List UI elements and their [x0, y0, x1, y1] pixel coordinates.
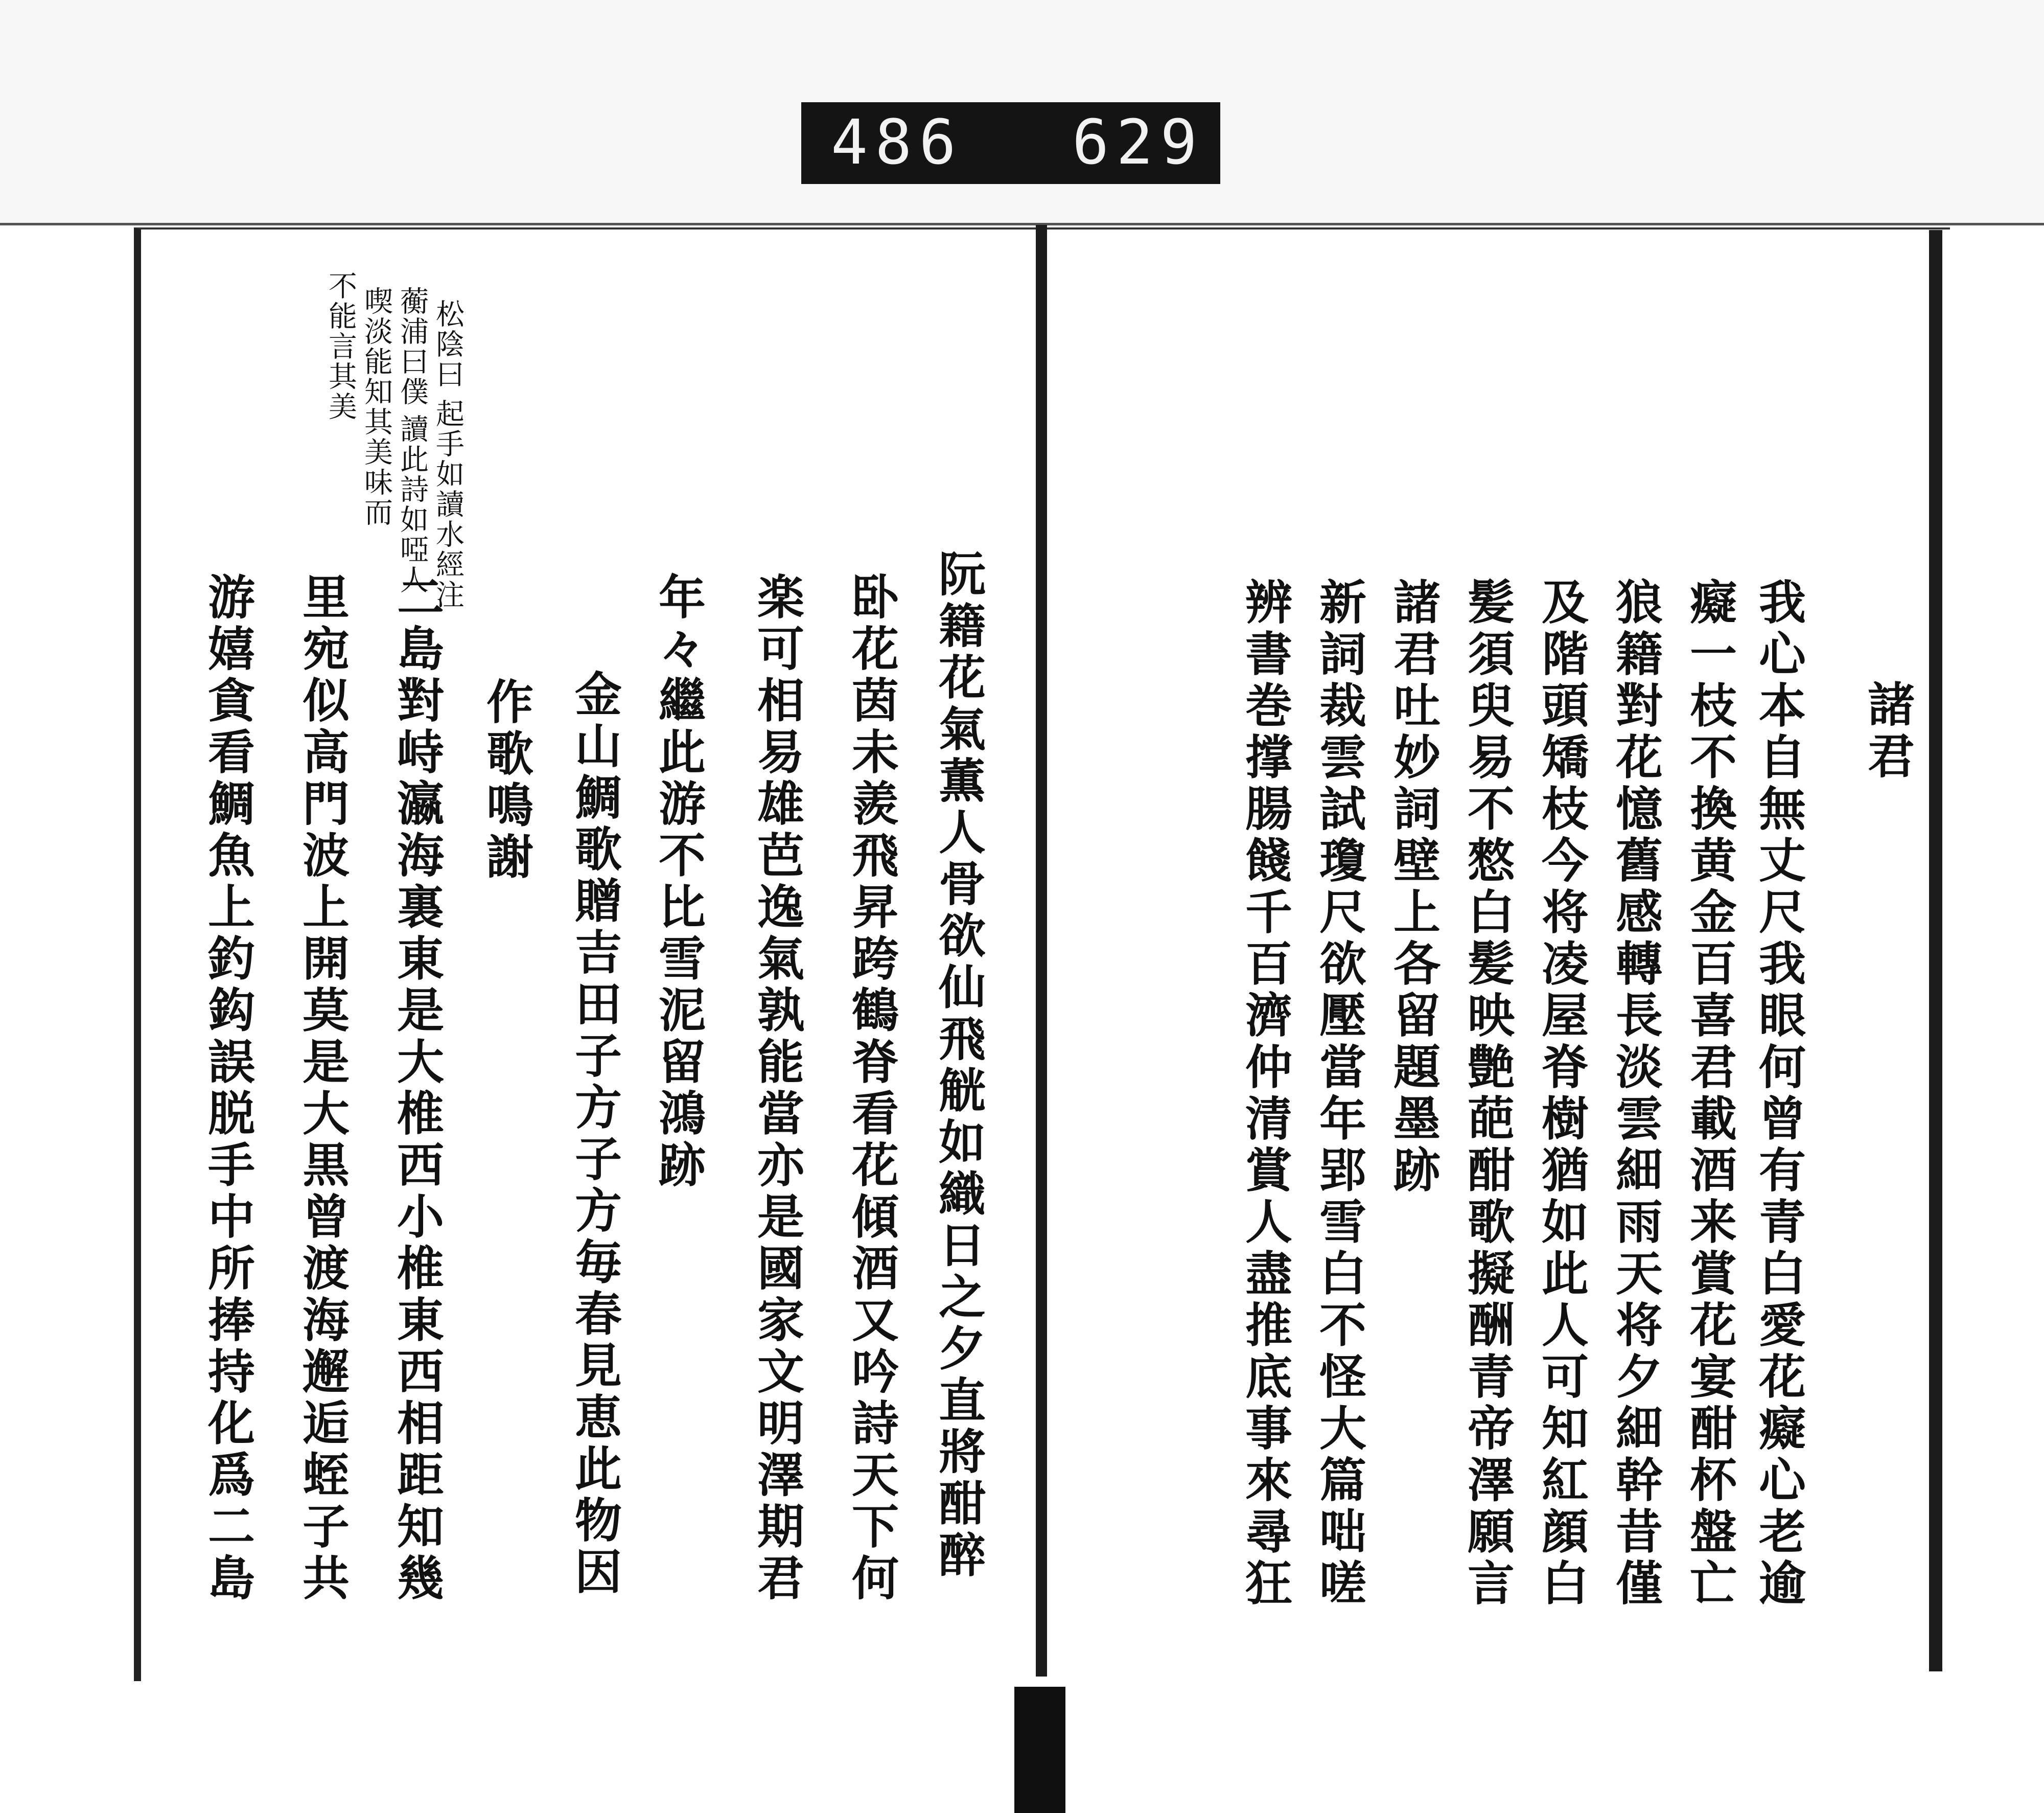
right-col-3: 癡一枝不換黄金百喜君載酒来賞花宴酣杯盤亡: [1682, 578, 1737, 1610]
top-rule: [0, 223, 2044, 225]
right-col-8: 新詞裁雲試瓊尺欲壓當年郢雪白不怪大篇咄嗟: [1312, 578, 1367, 1610]
frame-counter: [801, 102, 1220, 184]
spine-shadow: [1014, 1687, 1065, 1813]
left-col-4: 年々繼此游不比雪泥留鴻跡: [651, 572, 706, 1192]
right-col-2: 我心本自無丈尺我眼何曾有青白愛花癡心老逾: [1751, 578, 1806, 1610]
left-col-5: 金山鯛歌贈吉田子方子方毎春見恵此物因: [567, 670, 622, 1599]
annotation-col-4: 不能言其美: [324, 271, 357, 422]
right-col-6: 髪須臾易不憗白髪映艶葩酣歌擬酬青帝澤願言: [1460, 578, 1515, 1610]
left-col-6: 作歌鳴謝: [479, 677, 534, 884]
right-page-edge: [1929, 230, 1942, 1671]
left-col-2: 卧花茵未羨飛昇跨鶴脊看花傾酒又吟詩天下何: [844, 572, 899, 1605]
left-col-7: 二島對峙瀛海裏東是大椎西小椎東西相距知幾: [389, 572, 445, 1605]
right-col-7: 諸君吐妙詞壁上各留題墨跡: [1386, 578, 1441, 1197]
left-col-3: 楽可相易雄芭逸氣孰能當亦是國家文明澤期君: [750, 572, 805, 1605]
annotation-col-2b: 讀此詩如啞人: [396, 414, 429, 595]
right-col-4: 狼籍對花憶舊感轉長淡雲細雨天将夕細幹昔僅: [1608, 578, 1663, 1610]
right-col-9: 辨書巻撑腸餞千百濟仲清賞人盡推底事來尋狂: [1238, 578, 1293, 1610]
right-col-5: 及階頭矯枝今将凌屋脊樹猶如此人可知紅顔白: [1534, 578, 1589, 1610]
annotation-col-1b: 起手如讀水經注: [431, 399, 464, 610]
left-col-9: 游嬉貪看鯛魚上釣鈎誤脱手中所捧持化爲二島: [200, 572, 256, 1605]
frame-number-left: 486: [831, 107, 963, 178]
left-col-1: 阮籍花氣薫人骨欲仙飛觥如織日之夕直將酣醉: [931, 549, 986, 1582]
annotation-col-3: 喫淡能知其美味而: [360, 286, 393, 527]
left-col-8: 里宛似高門波上開莫是大黒曾渡海邂逅蛭子共: [295, 572, 350, 1605]
right-col-1: 諸君: [1860, 680, 1915, 783]
book-spine: [1036, 225, 1047, 1677]
annotation-col-2a: 蘅浦曰僕: [396, 286, 429, 407]
annotation-col-1a: 松陰曰: [431, 299, 464, 389]
frame-number-right: 629: [1072, 107, 1204, 178]
